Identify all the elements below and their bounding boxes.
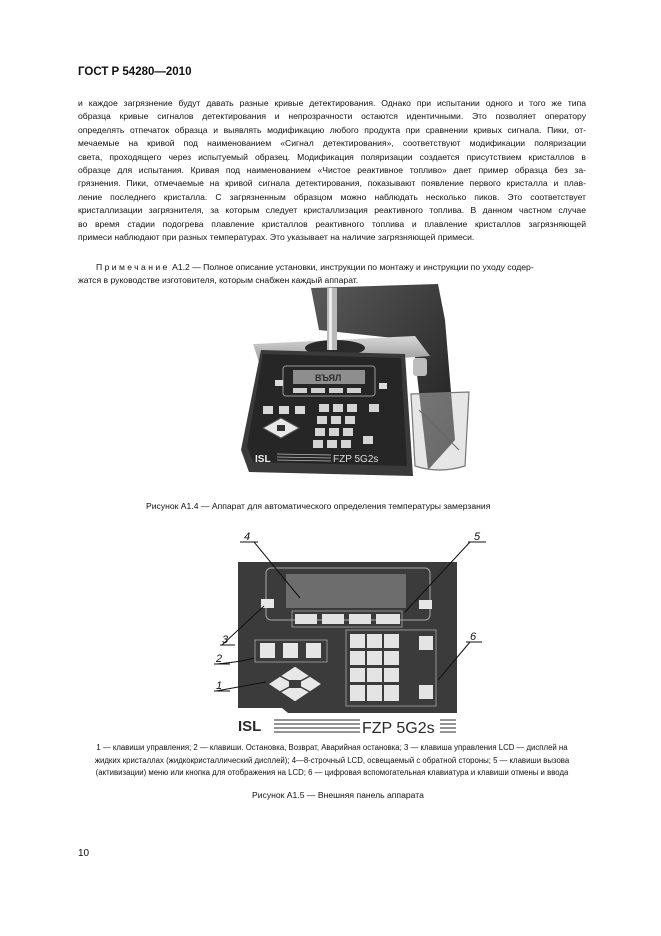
callout-6: 6 — [470, 631, 477, 643]
paragraph-line: и каждое загрязнение будут давать разные кривые детектирования. Однако при испытании одного и того же типа — [78, 98, 586, 108]
page-number: 10 — [78, 848, 90, 859]
figure-legend — [78, 742, 586, 780]
legend-line: жидких кристаллах (жидкокристаллический дисплей); 4—8-строчный LCD, освещаемый с обратной стороны; 5 — клавиши вызова — [94, 755, 570, 765]
svg-text:ISL: ISL — [238, 718, 262, 735]
callout-1: 1 — [216, 680, 223, 692]
paragraph-line: во время стадии подогрева плавление кристаллов реактивного топлива и плавление кристаллов загрязняющей — [78, 218, 586, 229]
figure-caption: Рисунок А1.5 — Внешняя панель аппарата — [252, 790, 424, 800]
callout-2: 2 — [216, 653, 223, 665]
note-label: Примечание — [96, 262, 170, 272]
paragraph-line: примеси наблюдают при разных температурах. Это указывает на наличие загрязняющей примеси. — [78, 232, 475, 243]
paragraph-line: мечаемые на кривой под наименованием «Сигнал детектирования», соответствуют модификации поляризации — [78, 138, 586, 149]
note-text: жатся в руководстве изготовителя, которым снабжен каждый аппарат. — [78, 275, 359, 286]
callout-5: 5 — [474, 531, 481, 543]
body-paragraph — [78, 97, 586, 244]
paragraph-line: грязнения. Пики, отмечаемые на кривой сигнала детектирования, показывают появление первого кристалла и плав- — [78, 178, 586, 189]
paragraph-line: света, проходящего через испытуемый образец. Модификация поляризации создается присутствием кристаллов в — [78, 151, 586, 162]
svg-text:ВЪЯЛ: ВЪЯЛ — [315, 373, 342, 383]
figure-caption: Рисунок А1.4 — Аппарат для автоматического определения температуры замерзания — [146, 501, 491, 511]
callout-3: 3 — [222, 634, 229, 646]
paragraph-line: кристаллизации загрязнителя, за которым следует кристаллизация реактивного топлива. В данном частном случае — [78, 205, 586, 216]
legend-line: (активизации) меню или кнопка для отображения на LCD; 6 — цифровая вспомогательная клавиатура и клавиши отмены и ввода — [95, 768, 569, 778]
paragraph-line: определять отпечаток образца и выявлять модификацию любого продукта при сравнении кривых сигнала. Пики, от- — [78, 124, 586, 135]
device-photo — [223, 280, 485, 490]
front-panel-diagram — [200, 530, 500, 740]
note-text: А1.2 — Полное описание установки, инструкции по монтажу и инструкции по уходу содер- — [169, 262, 534, 272]
paragraph-line: образца кривые сигналов детектирования и непрозрачности остаются идентичными. Это позволяет оператору — [78, 111, 586, 122]
svg-text:FZP 5G2s: FZP 5G2s — [362, 720, 435, 737]
legend-line: 1 — клавиши управления; 2 — клавиши. Остановка, Возврат, Аварийная остановка; 3 — клавиша управления LCD — дисплей на — [96, 743, 568, 752]
svg-text:FZP 5G2s: FZP 5G2s — [333, 454, 379, 465]
brand-logo: ISL — [255, 454, 271, 465]
document-header: ГОСТ Р 54280—2010 — [78, 66, 192, 78]
paragraph-line: ление последнего кристалла. С загрязненным образцом можно наблюдать несколько пиков. Это соответствует — [78, 191, 586, 202]
paragraph-line: образце для испытания. Кривая под наименованием «Чистое реактивное топливо» дает пример образца без за- — [78, 165, 586, 176]
callout-4: 4 — [244, 531, 251, 543]
